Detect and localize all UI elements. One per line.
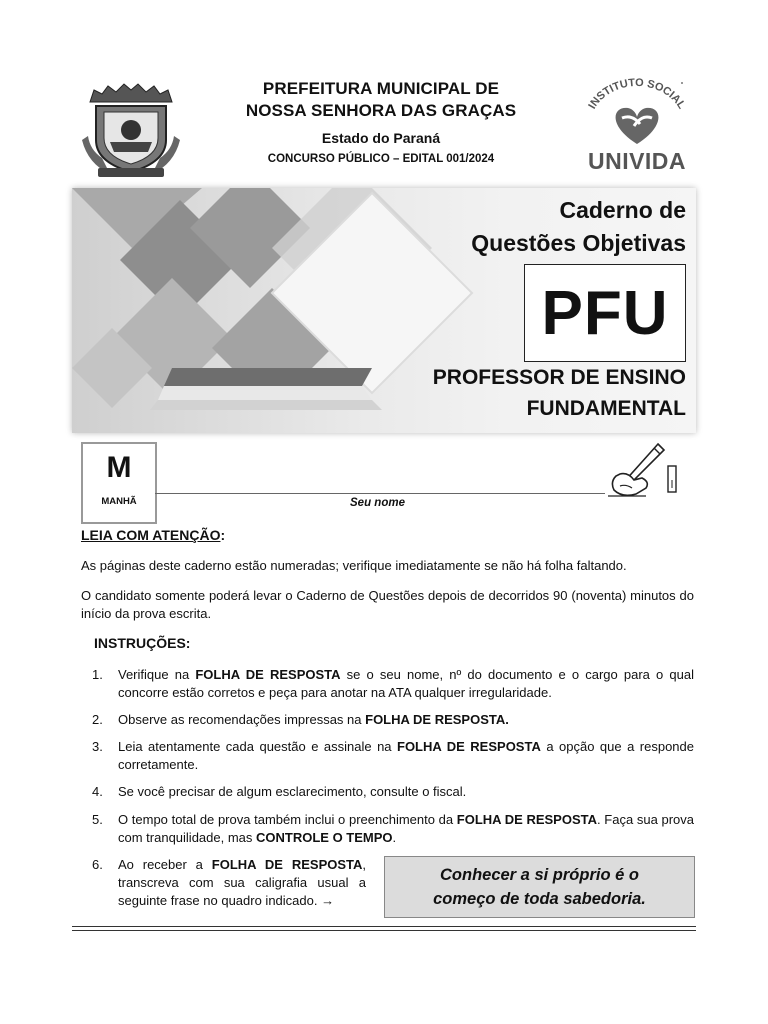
list-item: 4. Se você precisar de algum esclarecimento, consulte o fiscal.: [92, 784, 467, 799]
booklet-title-line2: Questões Objetivas: [471, 230, 686, 256]
phrase-line2: começo de toda sabedoria.: [433, 890, 646, 908]
list-item: 1. Verifique na FOLHA DE RESPOSTA se o seu nome, nº do documento e o cargo para o qual concorre estão corretos e peça para anotar na ATA qualquer irregularidade.: [92, 667, 694, 700]
arrow-right-icon: →: [321, 893, 335, 908]
header-block: [190, 78, 572, 167]
univida-logo: [578, 78, 696, 178]
exam-code: PFU: [541, 278, 669, 348]
state-line: Estado do Paraná: [321, 130, 441, 146]
shift-box: [81, 442, 157, 524]
name-field-caption: Seu nome: [350, 497, 405, 509]
institute-arc-text: INSTITUTO SOCIAL: [586, 78, 688, 112]
list-item: 2. Observe as recomendações impressas na FOLHA DE RESPOSTA.: [92, 712, 509, 727]
instructions-heading: INSTRUÇÕES:: [94, 635, 191, 651]
hand-writing-icon: [606, 442, 680, 500]
municipality-line2: NOSSA SENHORA DAS GRAÇAS: [245, 101, 517, 120]
booklet-title-line1: Caderno de: [559, 197, 686, 223]
booklet-title: [471, 194, 686, 260]
name-field-line[interactable]: [155, 493, 605, 494]
univida-wordmark: UNIVIDA: [587, 148, 687, 174]
exam-code-box: [524, 264, 686, 362]
list-item: 6. Ao receber a FOLHA DE RESPOSTA, transcreva com sua caligrafia usual a seguinte frase no quadro indicado. →: [92, 857, 367, 908]
attention-heading: LEIA COM ATENÇÃO:: [81, 527, 226, 543]
attention-paragraph-2: O candidato somente poderá levar o Caderno de Questões depois de decorridos 90 (noventa) minutos do início da prova escrita.: [81, 588, 694, 621]
shift-name: MANHÃ: [101, 496, 137, 507]
position-title-line2: FUNDAMENTAL: [526, 397, 686, 420]
list-item: 5. O tempo total de prova também inclui o preenchimento da FOLHA DE RESPOSTA. Faça sua prova com tranquilidade, mas CONTROLE O TEMPO.: [92, 812, 694, 845]
municipality-line1: PREFEITURA MUNICIPAL DE: [262, 79, 500, 98]
handwriting-phrase-box: [384, 856, 695, 918]
shift-letter: M: [106, 451, 132, 484]
list-item: 3. Leia atentamente cada questão e assinale na FOLHA DE RESPOSTA a opção que a responde corretamente.: [92, 739, 694, 772]
footer-rule-bottom: [72, 930, 696, 931]
contest-line: CONCURSO PÚBLICO – EDITAL 001/2024: [267, 153, 495, 165]
municipal-crest-icon: [80, 80, 182, 180]
phrase-line1: Conhecer a si próprio é o: [440, 866, 639, 884]
position-title: [433, 362, 686, 424]
position-title-line1: PROFESSOR DE ENSINO: [432, 366, 686, 389]
cover-banner: [72, 188, 696, 433]
attention-paragraph-1: As páginas deste caderno estão numeradas; verifique imediatamente se não há folha faltando.: [81, 558, 627, 573]
footer-rule-top: [72, 926, 696, 927]
